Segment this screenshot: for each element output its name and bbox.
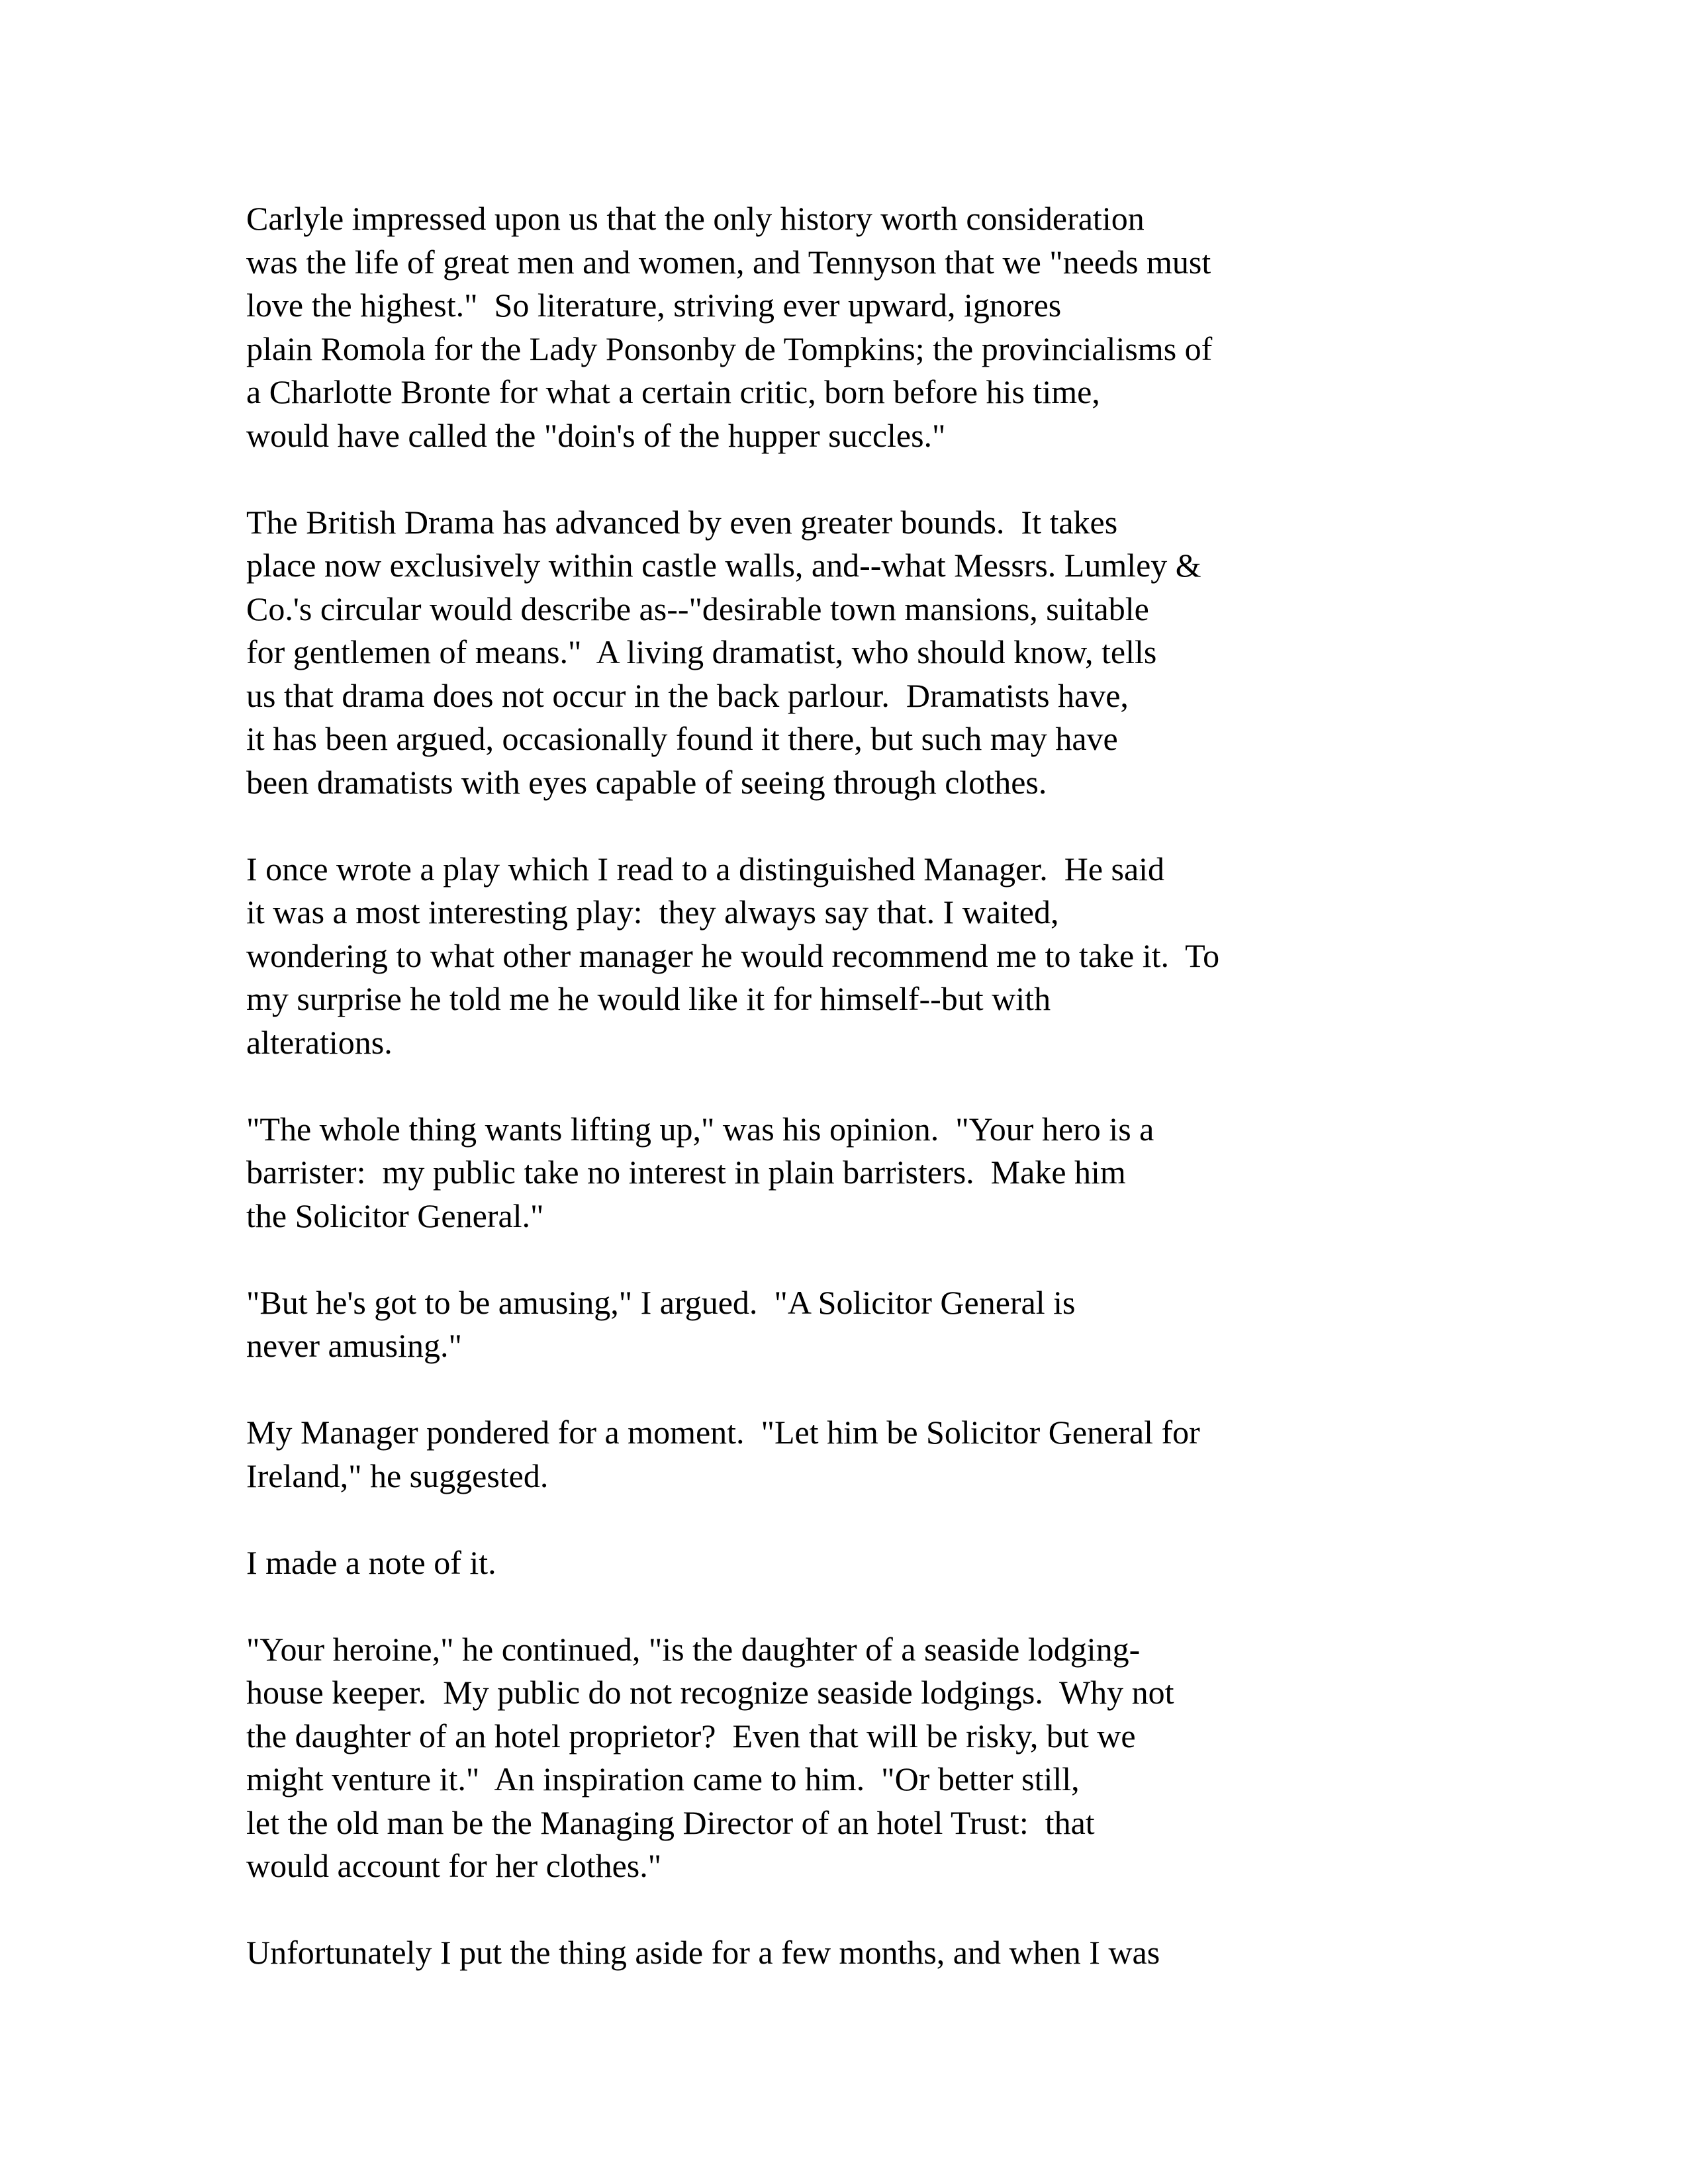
paragraph	[246, 1931, 1504, 1975]
paragraph	[246, 1281, 1504, 1368]
text-line: a Charlotte Bronte for what a certain critic, born before his time,	[246, 373, 1100, 410]
text-line: Unfortunately I put the thing aside for a few months, and when I was	[246, 1934, 1160, 1971]
text-line: would account for her clothes."	[246, 1847, 662, 1884]
text-line: would have called the "doin's of the hupper succles."	[246, 416, 946, 454]
text-line: been dramatists with eyes capable of seeing through clothes.	[246, 763, 1047, 801]
text-line: my surprise he told me he would like it for himself--but with	[246, 980, 1051, 1017]
paragraph	[246, 1628, 1504, 1888]
text-line: "But he's got to be amusing," I argued. "A Solicitor General is	[246, 1283, 1076, 1321]
text-line: wondering to what other manager he would recommend me to take it. To	[246, 936, 1220, 974]
text-line: "Your heroine," he continued, "is the daughter of a seaside lodging-	[246, 1630, 1141, 1668]
text-line: alterations.	[246, 1023, 393, 1061]
text-line: never amusing."	[246, 1327, 462, 1364]
text-line: house keeper. My public do not recognize seaside lodgings. Why not	[246, 1674, 1174, 1711]
paragraph	[246, 197, 1504, 457]
text-line: it has been argued, occasionally found it there, but such may have	[246, 720, 1118, 757]
text-line: us that drama does not occur in the back parlour. Dramatists have,	[246, 676, 1129, 714]
text-line: Ireland," he suggested.	[246, 1457, 549, 1494]
text-line: plain Romola for the Lady Ponsonby de Tompkins; the provincialisms of	[246, 330, 1213, 367]
text-line: might venture it." An inspiration came to him. "Or better still,	[246, 1760, 1080, 1797]
paragraph	[246, 1411, 1504, 1498]
text-line: for gentlemen of means." A living dramatist, who should know, tells	[246, 633, 1157, 670]
text-line: place now exclusively within castle walls, and--what Messrs. Lumley &	[246, 547, 1201, 584]
paragraph	[246, 848, 1504, 1065]
paragraph	[246, 1108, 1504, 1238]
text-line: barrister: my public take no interest in plain barristers. Make him	[246, 1154, 1126, 1191]
text-line: the daughter of an hotel proprietor? Even that will be risky, but we	[246, 1717, 1136, 1754]
body-text	[246, 197, 1504, 2018]
paragraph	[246, 501, 1504, 805]
text-line: The British Drama has advanced by even greater bounds. It takes	[246, 503, 1118, 541]
text-line: it was a most interesting play: they always say that. I waited,	[246, 893, 1059, 931]
text-line: My Manager pondered for a moment. "Let him be Solicitor General for	[246, 1414, 1200, 1451]
text-line: the Solicitor General."	[246, 1197, 544, 1234]
text-line: I made a note of it.	[246, 1543, 496, 1581]
text-line: Co.'s circular would describe as--"desirable town mansions, suitable	[246, 590, 1149, 627]
text-line: Carlyle impressed upon us that the only history worth consideration	[246, 200, 1145, 237]
text-line: was the life of great men and women, and Tennyson that we "needs must	[246, 243, 1211, 281]
text-line: let the old man be the Managing Director of an hotel Trust: that	[246, 1803, 1095, 1841]
text-line: I once wrote a play which I read to a distinguished Manager. He said	[246, 850, 1165, 887]
paragraph	[246, 1541, 1504, 1585]
text-line: "The whole thing wants lifting up," was his opinion. "Your hero is a	[246, 1110, 1154, 1148]
text-line: love the highest." So literature, striving ever upward, ignores	[246, 287, 1062, 324]
